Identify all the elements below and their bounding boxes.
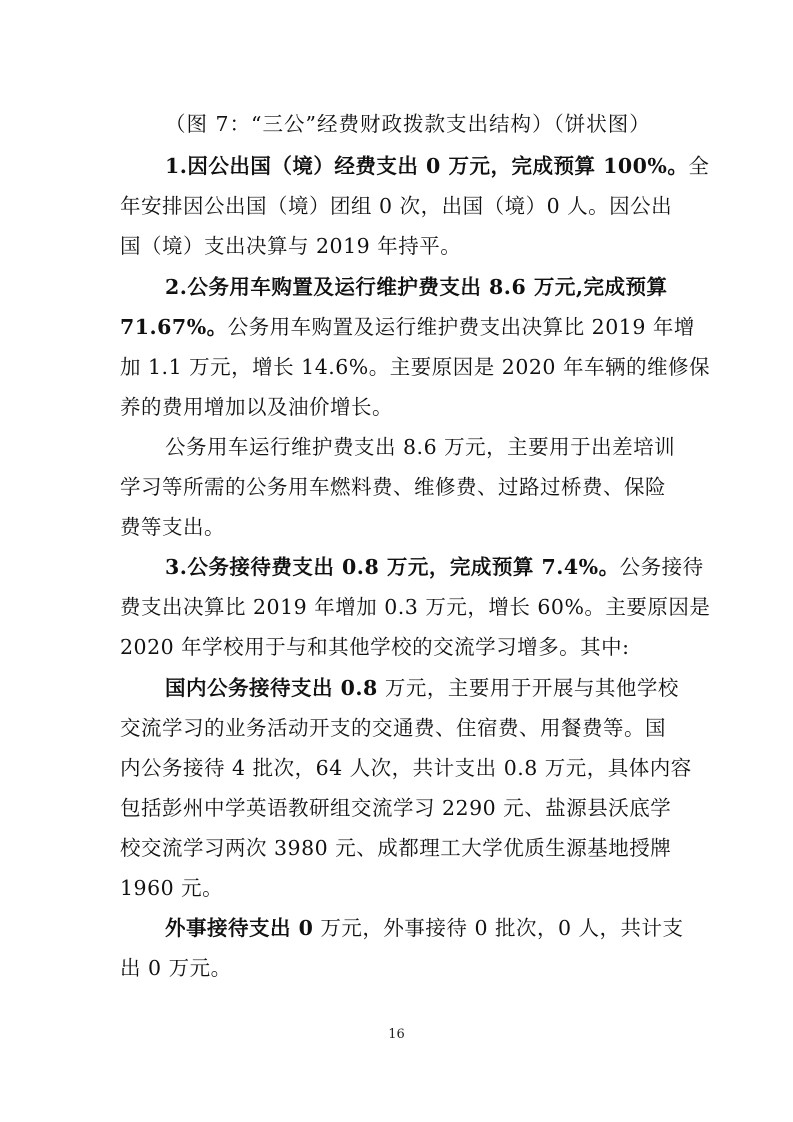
- domestic-line6: 1960 元。: [120, 876, 224, 900]
- foreign-line1: [165, 915, 684, 941]
- section1-line3: 国（境）支出决算与 2019 年持平。: [120, 234, 462, 258]
- section2-heading: 2.公务用车购置及运行维护费支出 8.6 万元,完成预算: [165, 275, 668, 299]
- domestic-line4: 包括彭州中学英语教研组交流学习 2290 元、盐源县沃底学: [120, 796, 672, 820]
- domestic-line1-text: 万元，主要用于开展与其他学校: [377, 676, 679, 700]
- section3-heading: 3.公务接待费支出 0.8 万元，完成预算 7.4%。: [165, 555, 620, 579]
- section1-line1: [165, 153, 710, 179]
- domestic-line3: 内公务接待 4 批次，64 人次，共计支出 0.8 万元，具体内容: [120, 756, 692, 780]
- foreign-line2: 出 0 万元。: [120, 956, 232, 980]
- section1-line1-text: 全: [688, 154, 710, 178]
- foreign-line1-text: 万元，外事接待 0 批次，0 人，共计支: [313, 916, 684, 940]
- section2-line4: 养的费用增加以及油价增长。: [120, 395, 393, 419]
- section3-line3: 2020 年学校用于与和其他学校的交流学习增多。其中:: [120, 635, 630, 659]
- section2-line2: [120, 314, 695, 340]
- section2-line1: [165, 274, 680, 300]
- section2-line2-text: 公务用车购置及运行维护费支出决算比 2019 年增: [227, 315, 695, 339]
- section2-para2-line1: 公务用车运行维护费支出 8.6 万元，主要用于出差培训: [165, 435, 676, 459]
- domestic-heading: 国内公务接待支出 0.8: [165, 676, 378, 700]
- page-number: 16: [388, 1027, 405, 1042]
- foreign-heading: 外事接待支出 0: [165, 916, 314, 940]
- figure-caption: （图 7：“三公”经费财政拨款支出结构）（饼状图）: [165, 112, 651, 136]
- domestic-line2: 交流学习的业务活动开支的交通费、住宿费、用餐费等。国: [120, 716, 666, 740]
- section2-heading-cont: 71.67%。: [120, 315, 228, 339]
- domestic-line5: 校交流学习两次 3980 元、成都理工大学优质生源基地授牌: [120, 836, 672, 860]
- section1-line2: 年安排因公出国（境）团组 0 次，出国（境）0 人。因公出: [120, 194, 673, 218]
- section3-line1-text: 公务接待: [619, 555, 704, 579]
- section3-line1: [165, 554, 704, 580]
- section3-line2: 费支出决算比 2019 年增加 0.3 万元，增长 60%。主要原因是: [120, 595, 711, 619]
- section2-para2-line3: 费等支出。: [120, 515, 225, 539]
- section2-para2-line2: 学习等所需的公务用车燃料费、维修费、过路过桥费、保险: [120, 475, 666, 499]
- domestic-line1: [165, 675, 680, 701]
- section1-heading: 1.因公出国（境）经费支出 0 万元，完成预算 100%。: [165, 154, 689, 178]
- section2-line3: 加 1.1 万元，增长 14.6%。主要原因是 2020 年车辆的维修保: [120, 355, 710, 379]
